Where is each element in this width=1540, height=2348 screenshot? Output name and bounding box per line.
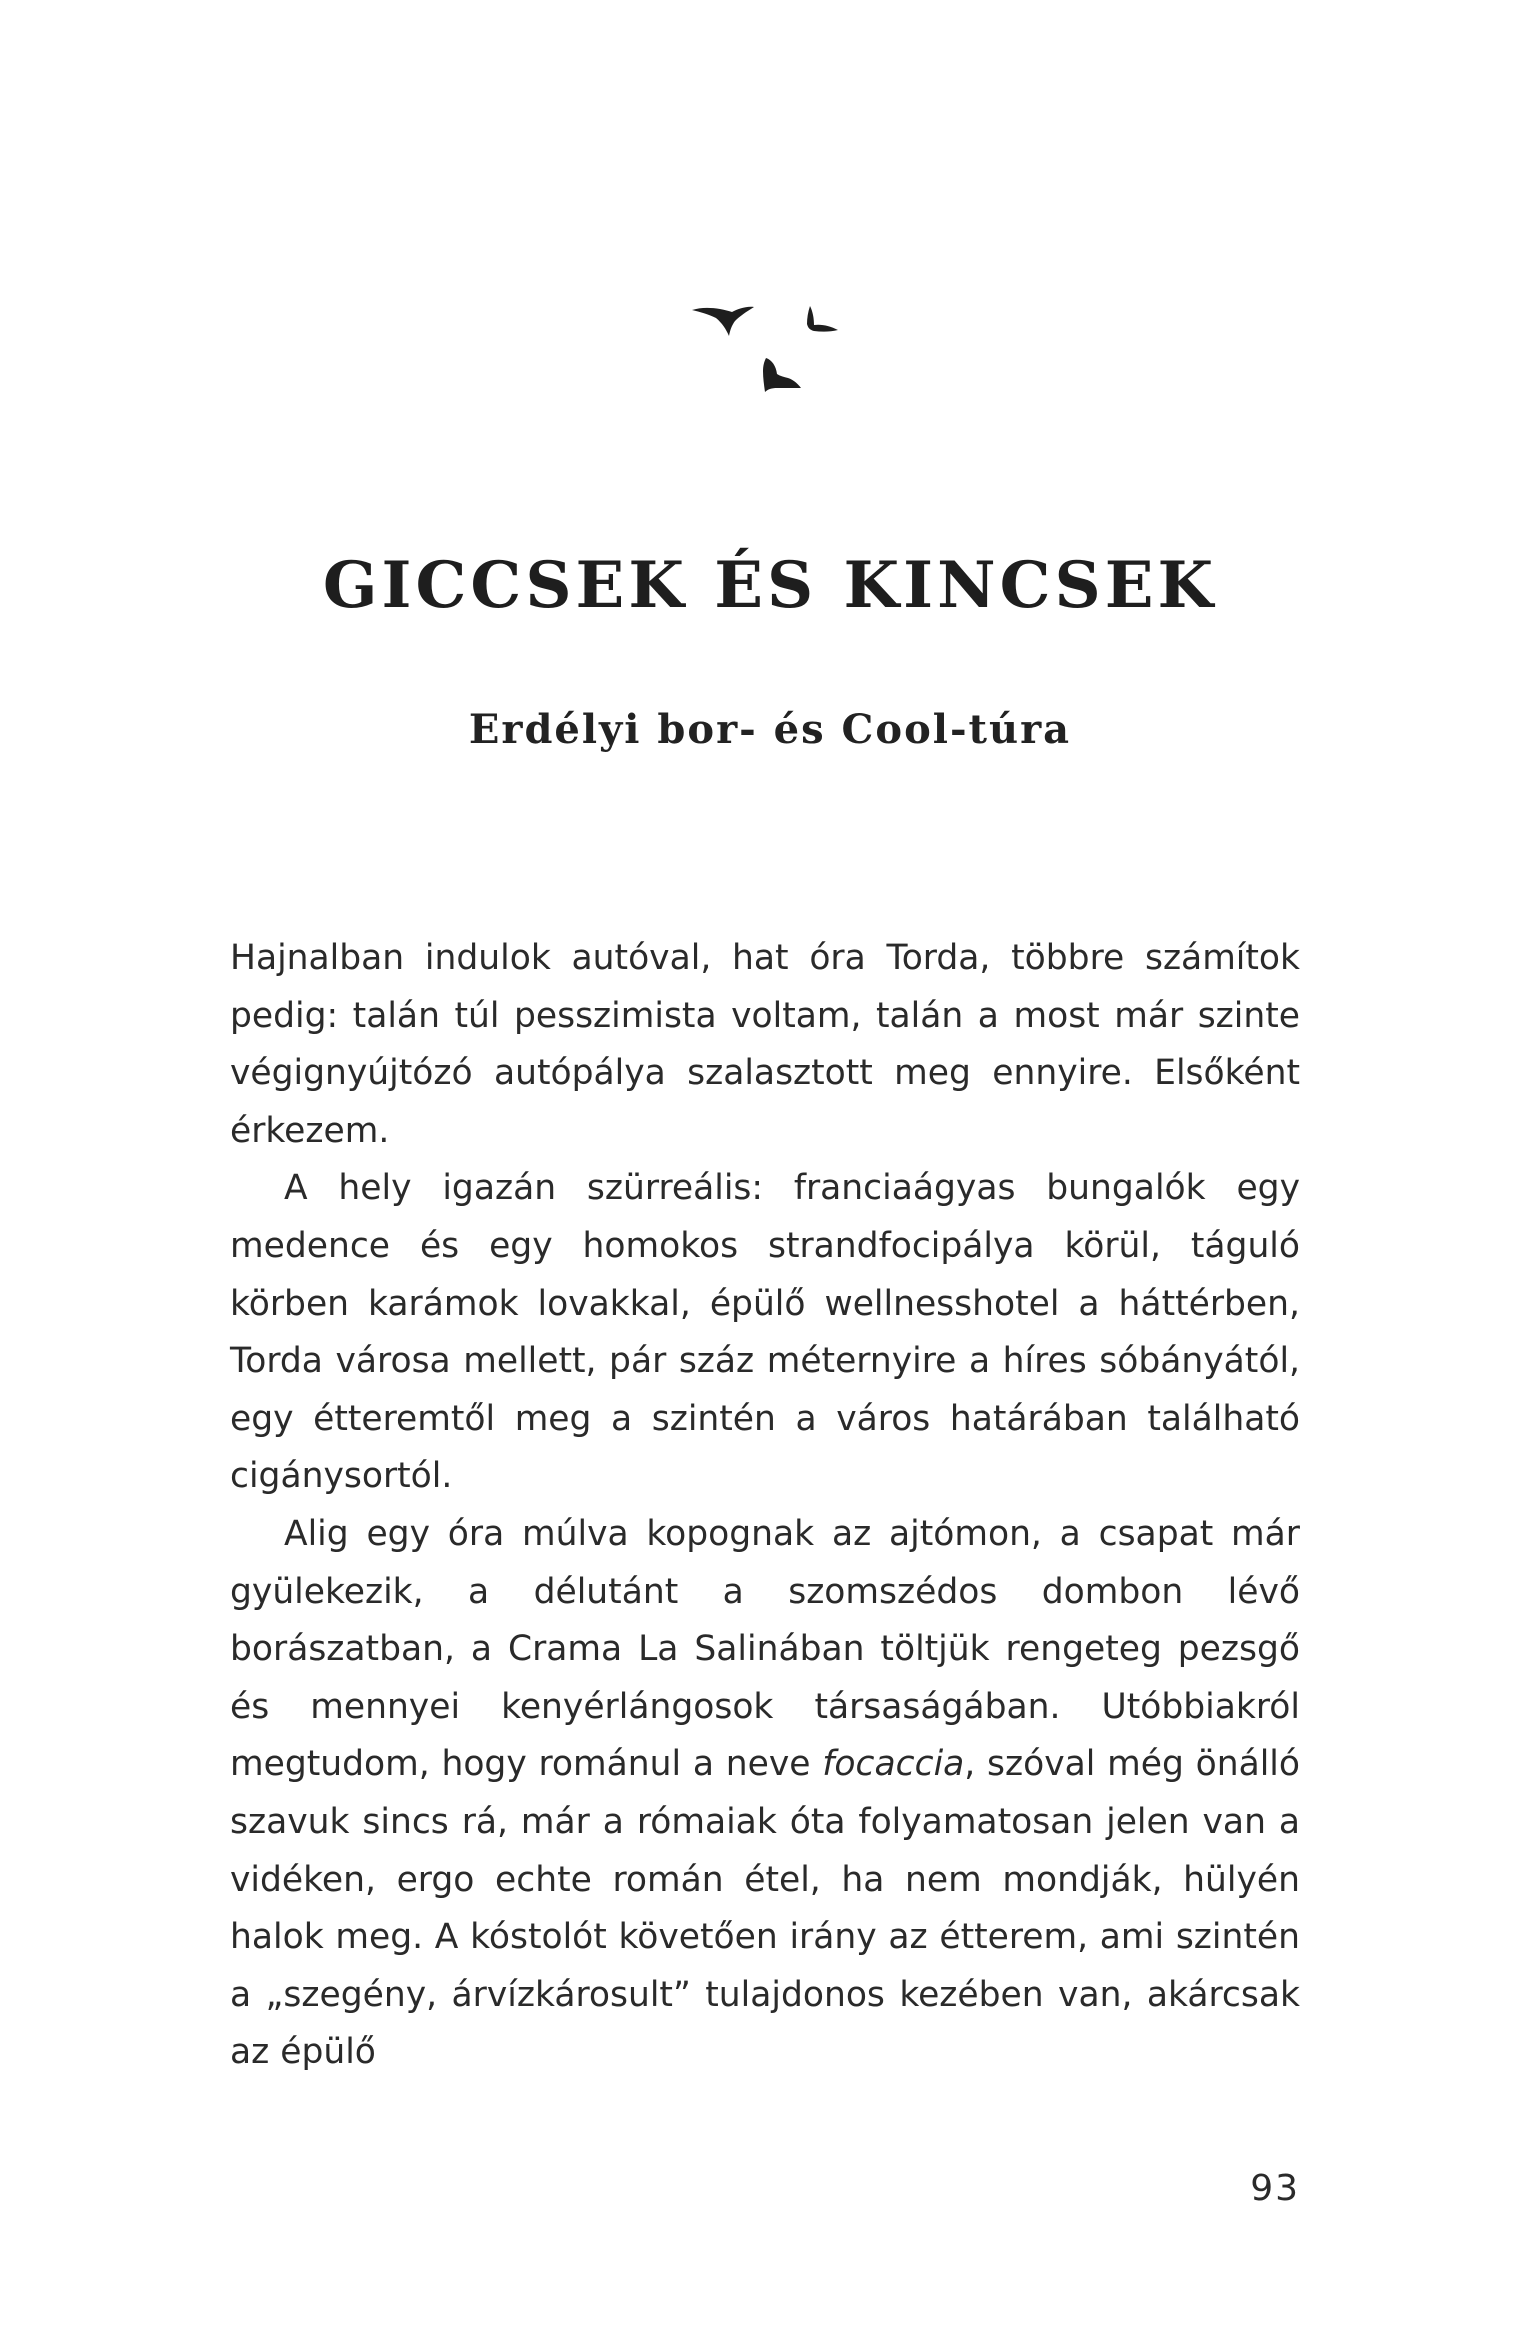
chapter-title: GICCSEK ÉS KINCSEK [322,548,1218,623]
page-number: 93 [1250,2168,1300,2209]
paragraph: A hely igazán szürreális: franciaágyas bungalók egy medence és egy homokos strandfocipálya körül, táguló körben karámok lovakkal, épülő wellnesshotel a háttérben, Torda városa mellett, pár száz méternyire a híres sóbányától, egy étteremtől meg a szintén a város határában található cigánysortól. [230,1168,1300,1497]
paragraph-text: , szóval még önálló szavuk sincs rá, már a rómaiak óta folyamatosan jelen van a vidéken, ergo echte román étel, ha nem mondják, hülyén halok meg. A kóstolót követően irány az étterem, ami szintén a „szegény, árvízkárosult” tulajdonos kezében van, akárcsak az épülő [230,1744,1300,2073]
body-text [230,930,1300,2082]
italic-term: focaccia [822,1744,965,1785]
paragraph [230,1506,1300,2082]
chapter-subtitle: Erdélyi bor- és Cool-túra [468,706,1072,753]
paragraph-text: Alig egy óra múlva kopognak az ajtómon, a csapat már gyülekezik, a délutánt a szomszédos dombon lévő borászatban, a Crama La Salinában töltjük rengeteg pezsgő és mennyei kenyérlángosok társaságában. Utóbbiakról megtudom, hogy románul a neve [230,1513,1300,1785]
paragraph: Hajnalban indulok autóval, hat óra Torda, többre számítok pedig: talán túl pesszimista voltam, talán a most már szinte végignyújtózó autópálya szalasztott meg ennyire. Elsőként érkezem. [230,938,1300,1151]
bird-silhouettes-ornament-icon [680,292,860,412]
